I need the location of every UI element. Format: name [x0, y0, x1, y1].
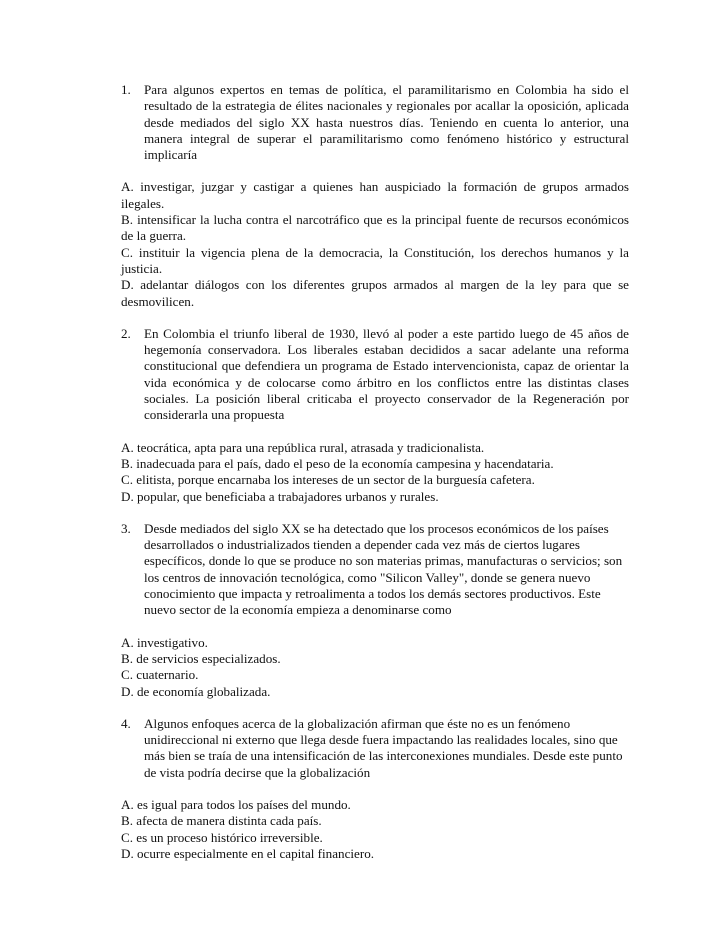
option-b: B. intensificar la lucha contra el narcotráfico que es la principal fuente de recursos económicos de la guerra.	[121, 212, 629, 244]
option-d: D. popular, que beneficiaba a trabajadores urbanos y rurales.	[121, 488, 439, 504]
question-1-options	[121, 179, 629, 309]
question-number: 1.	[121, 82, 131, 97]
option-b: B. de servicios especializados.	[121, 650, 281, 666]
option-a: A. es igual para todos los países del mundo.	[121, 796, 351, 812]
option-d: D. adelantar diálogos con los diferentes grupos armados al margen de la ley para que se desmovilicen.	[121, 277, 629, 309]
option-c: C. cuaternario.	[121, 667, 199, 683]
question-3-options	[121, 635, 629, 700]
question-stem: En Colombia el triunfo liberal de 1930, llevó al poder a este partido luego de 45 años de hegemonía conservadora. Los liberales estaban decididos a sacar adelante una reforma constitucional que defendiera un programa de Estado intervencionista, capaz de orientar la vida económica y de colocarse como árbitro en los conflictos entre las distintas clases sociales. La posición liberal criticaba el proyecto conservador de la Regeneración por considerarla una propuesta	[144, 325, 629, 423]
question-stem: Desde mediados del siglo XX se ha detectado que los procesos económicos de los países desarrollados o industrializados tienden a depender cada vez más de ciertos lugares específicos, donde lo que se produce no son materias primas, manufacturas o servicios; son los centros de innovación tecnológica, como "Silicon Valley", donde se genera nuevo conocimiento que impacta y retroalimenta a todos los demás sectores productivos. Este nuevo sector de la economía empieza a denominarse como	[144, 520, 623, 618]
option-b: B. afecta de manera distinta cada país.	[121, 813, 322, 829]
question-2	[121, 326, 629, 424]
option-a: A. investigativo.	[121, 634, 208, 650]
option-a: A. teocrática, apta para una república rural, atrasada y tradicionalista.	[121, 439, 485, 455]
question-3	[121, 521, 629, 619]
question-2-options	[121, 440, 629, 505]
option-a: A. investigar, juzgar y castigar a quienes han auspiciado la formación de grupos armados ilegales.	[121, 179, 629, 211]
question-stem: Para algunos expertos en temas de política, el paramilitarismo en Colombia ha sido el resultado de la estrategia de élites nacionales y regionales por acallar la oposición, aplicada desde mediados del siglo XX hasta nuestros días. Teniendo en cuenta lo anterior, una manera integral de superar el paramilitarismo como fenómeno histórico y estructural implicaría	[144, 82, 629, 163]
question-1	[121, 82, 629, 163]
option-d: D. de economía globalizada.	[121, 683, 271, 699]
option-d: D. ocurre especialmente en el capital financiero.	[121, 845, 375, 861]
option-c: C. elitista, porque encarnaba los intereses de un sector de la burguesía cafetera.	[121, 472, 535, 488]
question-number: 4.	[121, 715, 131, 731]
question-number: 3.	[121, 520, 131, 536]
option-c: C. es un proceso histórico irreversible.	[121, 829, 323, 845]
question-4	[121, 716, 629, 781]
question-number: 2.	[121, 325, 131, 341]
question-stem: Algunos enfoques acerca de la globalización afirman que éste no es un fenómeno unidireccional ni externo que llega desde fuera impactando las realidades locales, sino que más bien se traía de una intensificación de las interconexiones mundiales. Desde este punto de vista podría decirse que la globalización	[144, 715, 623, 780]
option-b: B. inadecuada para el país, dado el peso de la economía campesina y hacendataria.	[121, 455, 554, 471]
question-4-options	[121, 797, 629, 862]
option-c: C. instituir la vigencia plena de la democracia, la Constitución, los derechos humanos y la justicia.	[121, 244, 629, 276]
document-page	[121, 82, 629, 878]
